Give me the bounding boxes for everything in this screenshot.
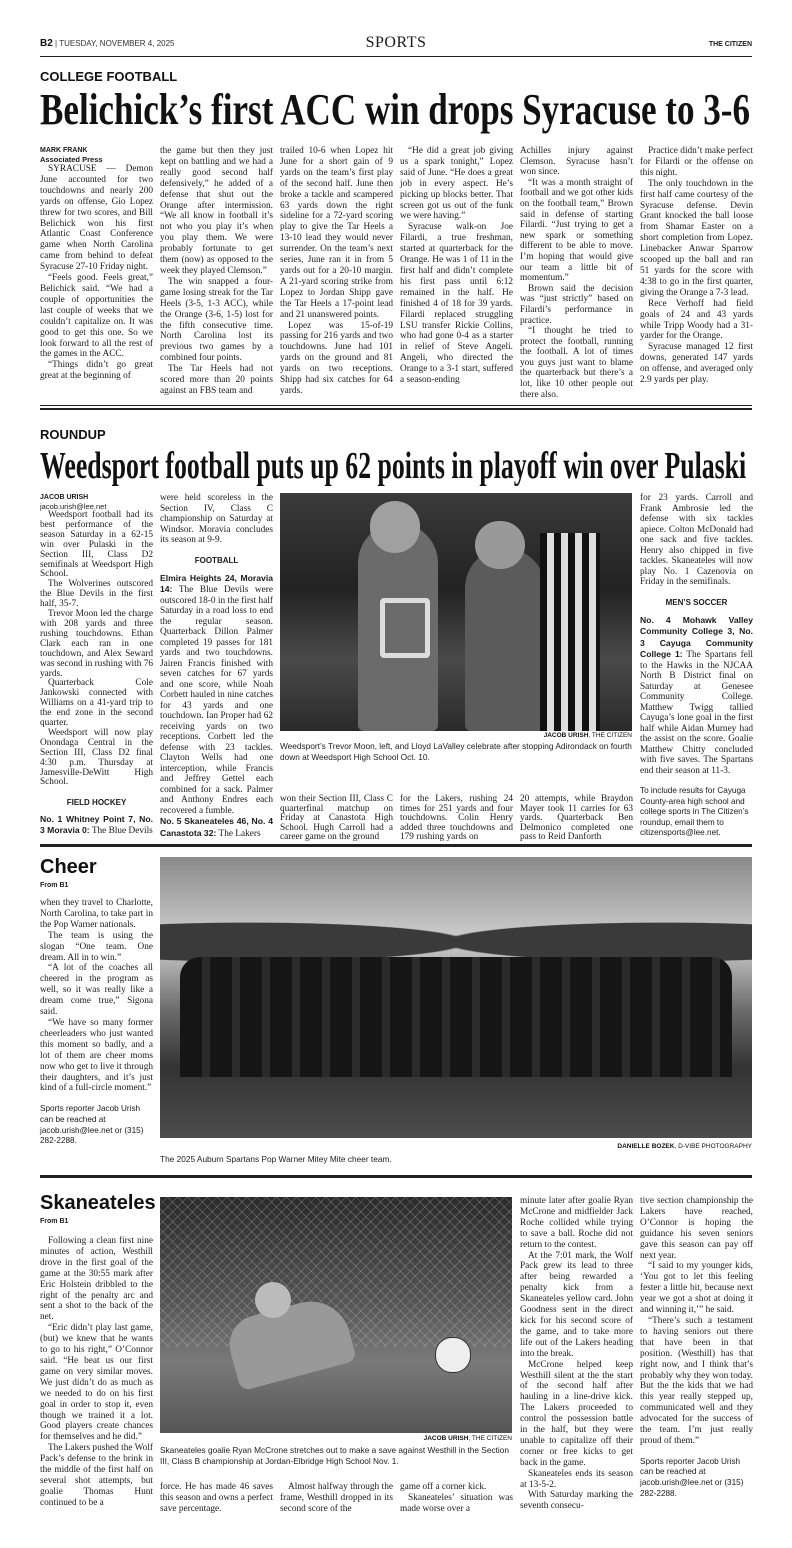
result-score: No. 4 Mohawk Valley Community College 3, No. 3 Cayuga Community College 1: [640, 614, 753, 659]
cheer-column [40, 898, 153, 1147]
paragraph: Syracuse walk-on Joe Filardi, a true freshman, started at quarterback for the Orange. He was 1 of 11 in the first half and didn’t complete his first pass until 6:12 remained in the half. He finished 4 of 18 for 39 yards. Filardi replaced struggling LSU transfer Rickie Collins, who had gone 0-4 as a starter in relief of Steve Angeli. Angeli, who directed the Orange to a 3-1 start, suffered a season-ending [400, 222, 513, 386]
photo-credit: JACOB URISH, THE CITIZEN [423, 1435, 512, 1442]
story2-kicker: ROUNDUP [40, 427, 106, 442]
story2-column-2 [160, 493, 273, 839]
paragraph: for 23 yards. Carroll and Frank Ambrosie led the defense with six tackles apiece. Colton McDonald had one sack and five tackles. Henry also chipped in five tackles. Skaneateles will now play No. 1 Cazenovia on Friday in the semifinals. [640, 493, 753, 587]
result-score: No. 1 Whitney Point 7, No. 3 Moravia 0: [40, 814, 153, 836]
story2-column-1 [40, 493, 153, 837]
story1-kicker: COLLEGE FOOTBALL [40, 69, 178, 84]
subheading: MEN’S SOCCER [665, 597, 728, 607]
paragraph: won their Section III, Class C quarterfinal matchup on Friday at Canastota High School. Hugh Carroll had a career game on the ground [280, 794, 393, 843]
skaneateles-column-5 [520, 1196, 633, 1512]
skaneateles-column-4 [400, 1482, 513, 1515]
paragraph: Quarterback Cole Jankowski connected with Williams on a 41-yard trip to the end zone in the second quarter. [40, 678, 153, 729]
story1-column-2 [160, 146, 273, 397]
paragraph: Weedsport will now play Onondaga Central in the Section III, Class D2 final 4:30 p.m. Thursday at Jamesville-DeWitt High School. [40, 727, 153, 788]
paragraph: Rece Verhoff had field goals of 24 and 43 yards while Tripp Woody had a 31-yarder for the Orange. [640, 298, 753, 342]
story2-column-4 [400, 795, 513, 843]
paragraph: The only touchdown in the first half came courtesy of the Syracuse defense. Devin Grant knocked the ball loose from Shamar Easter on a short completion from Lopez. Linebacker Anwar Sparrow scooped up the ball and ran 51 yards for the score with 4:38 to go in the first quarter, giving the Orange a 7-3 lead. [640, 178, 753, 298]
jersey-number-graphic [380, 598, 430, 658]
skaneateles-column-3 [280, 1482, 393, 1515]
contact-note: To include results for Cayuga County-area high school and college sports in The Citizen’s roundup, email them to citizensports@lee.net. [640, 786, 749, 838]
paragraph: The team is using the slogan “One team. One dream. All in to win.” [40, 930, 153, 963]
paragraph: Lopez was 15-of-19 passing for 216 yards and two touchdowns. June had 101 yards on the ground and 81 yards on two receptions. Shipp had six catches for 64 yards. [280, 320, 393, 396]
paragraph: Weedsport football had its best performance of the season Saturday in a 62-15 win over Pulaski in the Section III, Class D2 semifinals at Weedsport High School. [40, 510, 153, 580]
paragraph: game off a corner kick. [400, 1482, 487, 1492]
divider-rule [40, 408, 752, 410]
paragraph: “It was a month straight of football and we got other kids on the football team,” Brown said in defense of starting Filardi. “Just trying to get a new spark or something different to be able to move. I’m hoping that would give our team a little bit of momentum.” [520, 177, 633, 284]
result-score: Elmira Heights 24, Moravia 14: [160, 572, 273, 594]
paragraph: “A lot of the coaches all cheered in the program as well, so it was really like a dream come true,” Sigona said. [40, 963, 153, 1018]
divider-rule [40, 844, 752, 847]
story2-column-6 [640, 493, 753, 776]
paragraph: SYRACUSE — Demon June accounted for two touchdowns and nearly 200 yards on offense, Gio Lopez threw for two scores, and Bill Belichick won his first Atlantic Coast Conference game when North Carolina came from behind to defeat Syracuse 27-10 Friday night. [40, 164, 153, 273]
paragraph: Achilles injury against Clemson. Syracuse hasn’t won since. [520, 146, 633, 178]
photo-credit: DANIELLE BOZEK, D-VIBE PHOTOGRAPHY [617, 1143, 752, 1150]
photo-caption: Weedsport’s Trevor Moon, left, and Lloyd LaValley celebrate after stopping Adirondack on fourth down at Weedsport High School Oct. 10. [280, 741, 632, 762]
paragraph: 20 attempts, while Braydon Mayer took 11 carries for 63 yards. Quarterback Ben Delmonico completed one pass to Reid Danforth [520, 794, 633, 843]
paragraph: when they travel to Charlotte, North Carolina, to take part in the Pop Warner nationals. [40, 898, 153, 930]
photo-caption: Skaneateles goalie Ryan McCrone stretches out to make a save against Westhill in the Section III, Class B championship at Jordan-Elbridge High School Nov. 1. [160, 1445, 509, 1466]
page-folio: B2 | TUESDAY, NOVEMBER 4, 2025 [40, 38, 175, 49]
result-paragraph [160, 573, 273, 817]
story2-headline: Weedsport football puts up 62 points in playoff win over Pulaski [40, 445, 747, 487]
paragraph: Trevor Moon led the charge with 208 yards and three rushing touchdowns. Ethan Clark each ran in one touchdown, and Alex Seward was second in rushing with 76 yards. [40, 609, 153, 679]
paragraph: were held scoreless in the Section IV, Class C championship on Saturday at Windsor. Moravia concludes its season at 9-9. [160, 493, 273, 545]
subheading: FIELD HOCKEY [66, 798, 127, 808]
paragraph: tive section championship the Lakers have reached, O’Connor is hoping the guidance his seven seniors gave this season can pay off next year. [640, 1196, 753, 1261]
paragraph: “I thought he tried to protect the football, running the football. A lot of times you guys just want to blame the quarterback but there’s a lot, like 10 other people out there also. [520, 326, 633, 400]
cheer-team-photo [160, 857, 752, 1138]
skaneateles-column-6 [640, 1196, 753, 1499]
story1-column-5 [520, 146, 633, 400]
paragraph: At the 7:01 mark, the Wolf Pack grew its lead to three after being rewarded a penalty kick from a Skaneateles yellow card. John Goodness sent in the direct kick for his second score of the game, and to take more life out of the Lakers heading into the break. [520, 1250, 633, 1359]
weedsport-players-photo [280, 493, 632, 731]
paragraph: Skaneateles’ situation was made worse over a [400, 1492, 513, 1514]
story1-column-6 [640, 146, 753, 386]
story2-column-3 [280, 795, 393, 843]
paragraph: “I said to my younger kids, ‘You got to let this feeling fester a little bit, because next year we got a shot at doing it and winning it,’” he said. [640, 1261, 753, 1316]
story1-column-1 [40, 146, 153, 382]
goalie-save-photo [160, 1197, 512, 1433]
story1-headline: Belichick’s first ACC win drops Syracuse to 3-6 [40, 85, 750, 134]
jump-from: From B1 [40, 882, 69, 889]
author-name: MARK FRANK [40, 147, 88, 154]
paragraph: Following a clean first nine minutes of action, Westhill drove in the first goal of the game at the 30:55 mark after Eric Holstein dribbled to the right of the penalty arc and sent a shot to the back of the net. [40, 1236, 153, 1323]
story2-submission-note [640, 786, 753, 839]
paragraph: Practice didn’t make perfect for Filardi or the offense on this night. [640, 146, 753, 178]
result-paragraph [40, 815, 153, 837]
contact-note: Sports reporter Jacob Urish can be reached at jacob.urish@lee.net or (315) 282-2288. [640, 1456, 744, 1498]
paragraph: “Feels good. Feels great,” Belichick said. “We had a couple of opportunities the last couple of weeks that we couldn’t capitalize on. It was good to get this one. So we look forward to all the rest of the games in the ACC. [40, 273, 153, 360]
paragraph: force. He has made 46 saves this season and owns a perfect save percentage. [160, 1482, 273, 1514]
paragraph: for the Lakers, rushing 24 times for 251 yards and four touchdowns. Colin Henry added three touchdowns and 179 rushing yards on [400, 794, 513, 843]
masthead-rule [40, 56, 752, 57]
result-text: The Blue Devils were outscored 18-0 in the first half Saturday in a road loss to end the regular season. Quarterback Dillon Palmer completed 19 passes for 181 yards and two touchdowns. Jairen Francis finished with seven catches for 67 yards and one score, while Noah Corbett hauled in nine catches for 43 yards and one touchdown. Ian Proper had 62 receiving yards on two receptions. Corbett led the defense with 23 tackles. Clayton Wells had one interception, while Francis and Jeffrey Gettel each combined for a sack. Palmer and Anthony Endres each recovered a fumble. [160, 585, 273, 816]
paragraph: “Eric didn’t play last game, (but) we knew that he wants to go to his right,” O’Connor said. “He beat us our first game on very similar moves. We just didn’t do as much as we needed to do on his first goal in order to stop it, even though we trained it a lot. Good players create chances for themselves and he did.” [40, 1323, 153, 1443]
paragraph: Almost halfway through the frame, Westhill dropped in its second score of the [280, 1482, 393, 1514]
result-paragraph [640, 615, 753, 777]
author-email: jacob.urish@lee.net [40, 502, 107, 511]
issue-date: TUESDAY, NOVEMBER 4, 2025 [59, 39, 175, 48]
paragraph: The Lakers pushed the Wolf Pack’s defense to the brink in the middle of the first half on several shot attempts, but goalie Thomas Hunt continued to be a [40, 1443, 153, 1508]
paragraph: The Tar Heels had not scored more than 20 points against an FBS team and [160, 364, 273, 396]
result-text: The Blue Devils [89, 826, 153, 837]
paragraph: trailed 10-6 when Lopez hit June for a short gain of 9 yards on the team’s first play of the second half. June then broke a tackle and scampered 63 yards down the right sideline for a 72-yard scoring play to give the Tar Heels a 13-10 lead they would never surrender. On the team’s next series, June ran it in from 5 yards out for a 20-10 margin. A 21-yard scoring strike from Lopez to Jordan Shipp gave the Tar Heels a 17-point lead and 21 unanswered points. [280, 146, 393, 320]
paragraph: The win snapped a four-game losing streak for the Tar Heels (3-5, 1-3 ACC), while the Orange (3-6, 1-5) lost for the fifth consecutive time. North Carolina lost its previous two games by a combined four points. [160, 276, 273, 364]
cheer-heading: Cheer [40, 856, 97, 878]
result-score: No. 5 Skaneateles 46, No. 4 Canastota 32: [160, 816, 273, 838]
paragraph: McCrone helped keep Westhill silent at the the start of the second half after hauling in a line-drive kick. The Lakers proceeded to control the possession battle in the half, but they were unable to capitalize off their corner or free kicks to get back in the game. [520, 1359, 633, 1468]
story1-column-3 [280, 146, 393, 397]
paragraph: “He did a great job giving us a spark tonight,” Lopez said of June. “He does a great job in every aspect. He’s picking up blocks better. That screen got us out of the funk we were having.” [400, 146, 513, 222]
skaneateles-column-2 [160, 1482, 273, 1515]
result-text: The Spartans fell to the Hawks in the NJCAA North B District final on Saturday at Genesee Community College. Matthew Twigg tallied Cayuga’s lone goal in the first half while Aidan Murney had the assist on the score. Goalie Matthew Chitty concluded with five saves. The Spartans end their season at 11-3. [640, 650, 753, 776]
photo-caption: The 2025 Auburn Spartans Pop Warner Mitey Mite cheer team. [160, 1154, 392, 1164]
story2-column-5 [520, 795, 633, 843]
jump-from: From B1 [40, 1218, 69, 1225]
skaneateles-column-1 [40, 1236, 153, 1509]
byline [40, 493, 153, 511]
paragraph: “Things didn’t go great great at the beginning of [40, 360, 153, 382]
paragraph: the game but then they just kept on battling and we had a really good second half defensively,” he added of a defense that shut out the Orange after intermission. “We all know in football it’s not who you play it’s when you play them. We were probably fortunate to get them (now) as opposed to the week they played Clemson.” [160, 146, 273, 276]
skaneateles-heading: Skaneateles [40, 1192, 156, 1214]
paragraph: With Saturday marking the seventh consecu- [520, 1490, 633, 1512]
paper-name: THE CITIZEN [708, 41, 752, 48]
divider-rule [40, 1175, 752, 1178]
paragraph: “We have so many former cheerleaders who just wanted this moment so badly, and a lot of them are cheer moms now who get to live it through their daughters, and it’s just kind of a full-circle moment.” [40, 1017, 153, 1094]
page-number: B2 [40, 38, 53, 49]
subheading: FOOTBALL [194, 555, 239, 565]
result-paragraph [160, 816, 273, 839]
paragraph: Skaneateles ends its season at 13-5-2. [520, 1468, 633, 1490]
divider-rule [40, 405, 752, 406]
paragraph: The Wolverines outscored the Blue Devils in the first half, 35-7. [40, 579, 153, 610]
byline [40, 146, 153, 164]
section-name: SPORTS [365, 34, 427, 51]
contact-note: Sports reporter Jacob Urish can be reached at jacob.urish@lee.net or (315) 282-2288. [40, 1104, 144, 1146]
paragraph: “There’s such a testament to having seniors out there that have been in that position. (Westhill) has that right now, and I think that’s probably why they won today. But the the kids that we had this year really stepped up, communicated well and they advocated for the success of the team. I’m just really proud of them.” [640, 1315, 753, 1446]
story2-column-6-stack [640, 493, 753, 839]
author-org: Associated Press [40, 155, 103, 164]
paragraph: Brown said the decision was “just strictly” based on Filardi’s performance in practice. [520, 283, 633, 326]
photo-credit: JACOB URISH, THE CITIZEN [543, 732, 632, 739]
story1-column-4 [400, 146, 513, 386]
paragraph: minute later after goalie Ryan McCrone and midfielder Jack Roche collided while trying to save a ball. Roche did not return to the contest. [520, 1196, 633, 1250]
author-name: JACOB URISH [40, 494, 89, 501]
paragraph: Syracuse managed 12 first downs, generated 147 yards on offense, and averaged only 2.9 yards per play. [640, 342, 753, 386]
result-text: The Lakers [216, 828, 261, 839]
